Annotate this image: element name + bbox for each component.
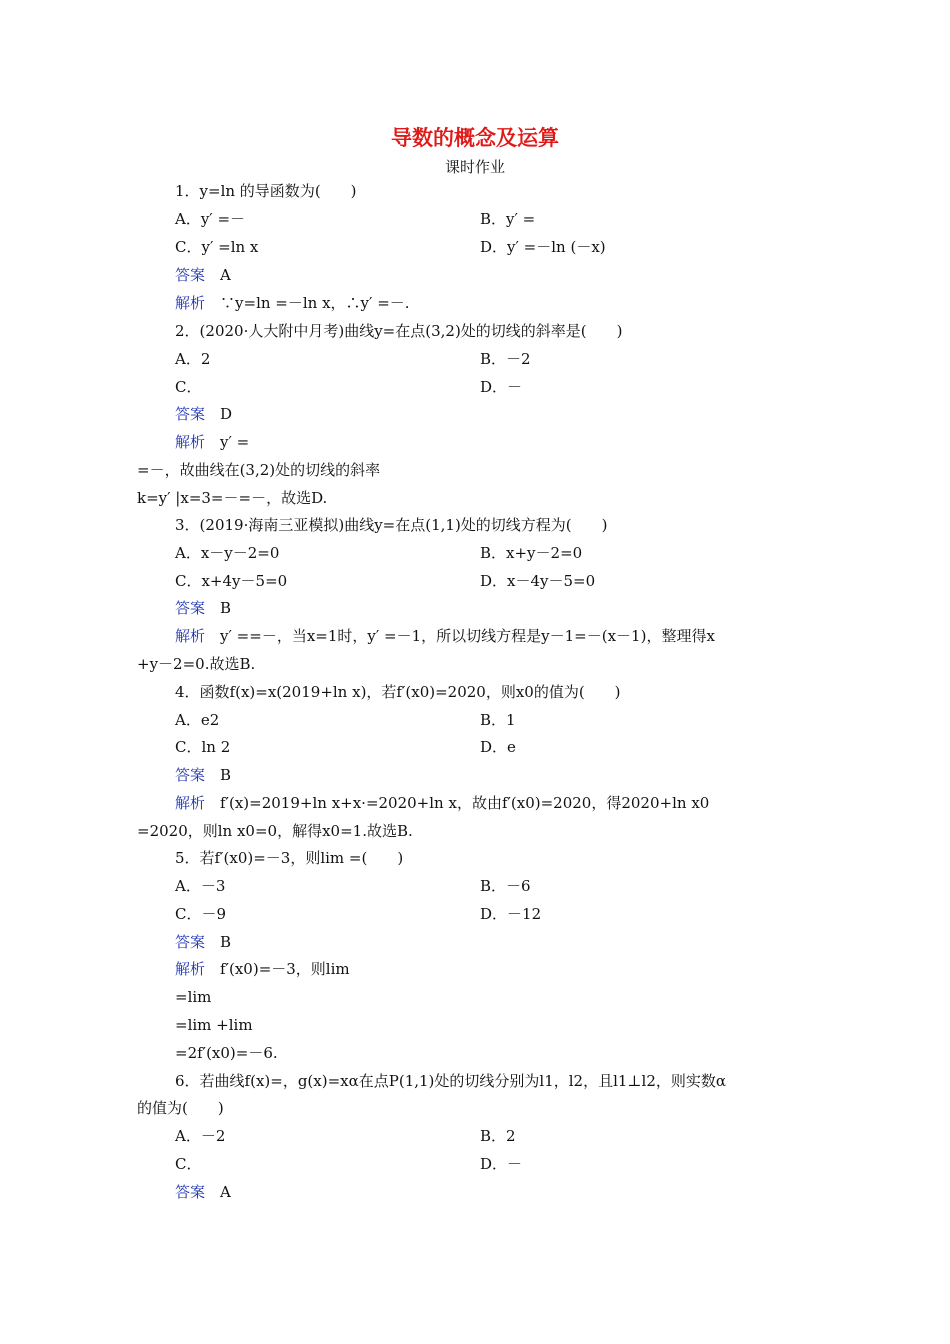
q1-option-d: D．y′ =－ln (－x) [480, 238, 606, 256]
q3-answer-row [175, 598, 231, 618]
q5-answer-row [175, 932, 231, 952]
q3-stem: 3．(2019·海南三亚模拟)曲线y=在点(1,1)处的切线方程为( ) [175, 516, 608, 534]
q4-option-c: C．ln 2 [175, 738, 231, 756]
q6-option-a: A．－2 [175, 1127, 226, 1145]
q3-option-d: D．x－4y－5=0 [480, 572, 596, 590]
q4-analysis: f′(x)=2019+ln x+x·=2020+ln x，故由f′(x0)=2020，得2020+ln x0 [220, 794, 710, 812]
q5-option-c: C．－9 [175, 905, 227, 923]
q6-option-b: B．2 [480, 1127, 516, 1145]
q4-answer-row [175, 765, 231, 785]
q4-answer: B [220, 766, 232, 784]
q5-analysis-line3: =lim +lim [175, 1016, 253, 1034]
q4-option-d: D．e [480, 738, 516, 756]
answer-label: 答案 [175, 266, 206, 284]
q5-analysis-row [175, 959, 350, 979]
q1-analysis: ∵y=ln =－ln x，∴y′ =－. [220, 294, 410, 312]
q2-analysis-row [175, 432, 249, 452]
q2-stem: 2．(2020·人大附中月考)曲线y=在点(3,2)处的切线的斜率是( ) [175, 322, 623, 340]
q5-analysis: f′(x0)=－3，则lim [220, 960, 350, 978]
q2-analysis: y′ = [220, 433, 250, 451]
q2-option-d: D．－ [480, 378, 523, 396]
q6-stem: 6．若曲线f(x)=，g(x)=xα在点P(1,1)处的切线分别为l1，l2，且l1⊥l2，则实数α [175, 1072, 727, 1090]
q4-analysis-line2: =2020，则ln x0=0，解得x0=1.故选B. [137, 822, 413, 840]
answer-label: 答案 [175, 405, 206, 423]
q6-answer-row [175, 1182, 231, 1202]
q3-analysis: y′ ==－，当x=1时，y′ =－1，所以切线方程是y－1=－(x－1)，整理得x [220, 627, 715, 645]
q6-stem-line2: 的值为( ) [137, 1099, 224, 1117]
q2-option-a: A．2 [175, 350, 211, 368]
q5-stem: 5．若f′(x0)=－3，则lim =( ) [175, 849, 404, 867]
q5-option-b: B．－6 [480, 877, 531, 895]
q1-option-b: B．y′ = [480, 210, 536, 228]
analysis-label: 解析 [175, 794, 206, 812]
page-title: 导数的概念及运算 [391, 126, 559, 150]
q1-option-c: C．y′ =ln x [175, 238, 259, 256]
analysis-label: 解析 [175, 960, 206, 978]
q1-answer-row [175, 265, 231, 285]
q3-option-b: B．x+y－2=0 [480, 544, 583, 562]
q3-option-c: C．x+4y－5=0 [175, 572, 288, 590]
q2-option-b: B．－2 [480, 350, 531, 368]
q3-answer: B [220, 599, 232, 617]
q5-option-d: D．－12 [480, 905, 542, 923]
answer-label: 答案 [175, 1183, 206, 1201]
q2-analysis-line3: k=y′ |x=3=－=－，故选D. [137, 489, 328, 507]
q4-stem: 4．函数f(x)=x(2019+ln x)，若f′(x0)=2020，则x0的值为( ) [175, 683, 621, 701]
q3-analysis-line2: +y－2=0.故选B. [137, 655, 256, 673]
analysis-label: 解析 [175, 627, 206, 645]
q5-analysis-line4: =2f′(x0)=－6. [175, 1044, 278, 1062]
q5-option-a: A．－3 [175, 877, 226, 895]
q1-answer: A [220, 266, 231, 284]
answer-label: 答案 [175, 933, 206, 951]
q3-option-a: A．x－y－2=0 [175, 544, 280, 562]
page-subtitle: 课时作业 [444, 158, 505, 176]
q5-answer: B [220, 933, 232, 951]
q3-analysis-row [175, 626, 715, 646]
answer-label: 答案 [175, 766, 206, 784]
q2-option-c: C． [175, 378, 202, 396]
q1-analysis-row [175, 293, 410, 313]
q5-analysis-line2: =lim [175, 988, 212, 1006]
q2-answer: D [220, 405, 233, 423]
q6-option-d: D．－ [480, 1155, 523, 1173]
answer-label: 答案 [175, 599, 206, 617]
q1-stem: 1．y=ln 的导函数为( ) [175, 182, 357, 200]
q4-option-a: A．e2 [175, 711, 220, 729]
q2-answer-row [175, 404, 232, 424]
analysis-label: 解析 [175, 294, 206, 312]
q4-option-b: B．1 [480, 711, 516, 729]
q2-analysis-line2: =－，故曲线在(3,2)处的切线的斜率 [137, 461, 381, 479]
q4-analysis-row [175, 793, 709, 813]
q1-option-a: A．y′ =－ [175, 210, 246, 228]
analysis-label: 解析 [175, 433, 206, 451]
q6-option-c: C． [175, 1155, 202, 1173]
q6-answer: A [220, 1183, 231, 1201]
